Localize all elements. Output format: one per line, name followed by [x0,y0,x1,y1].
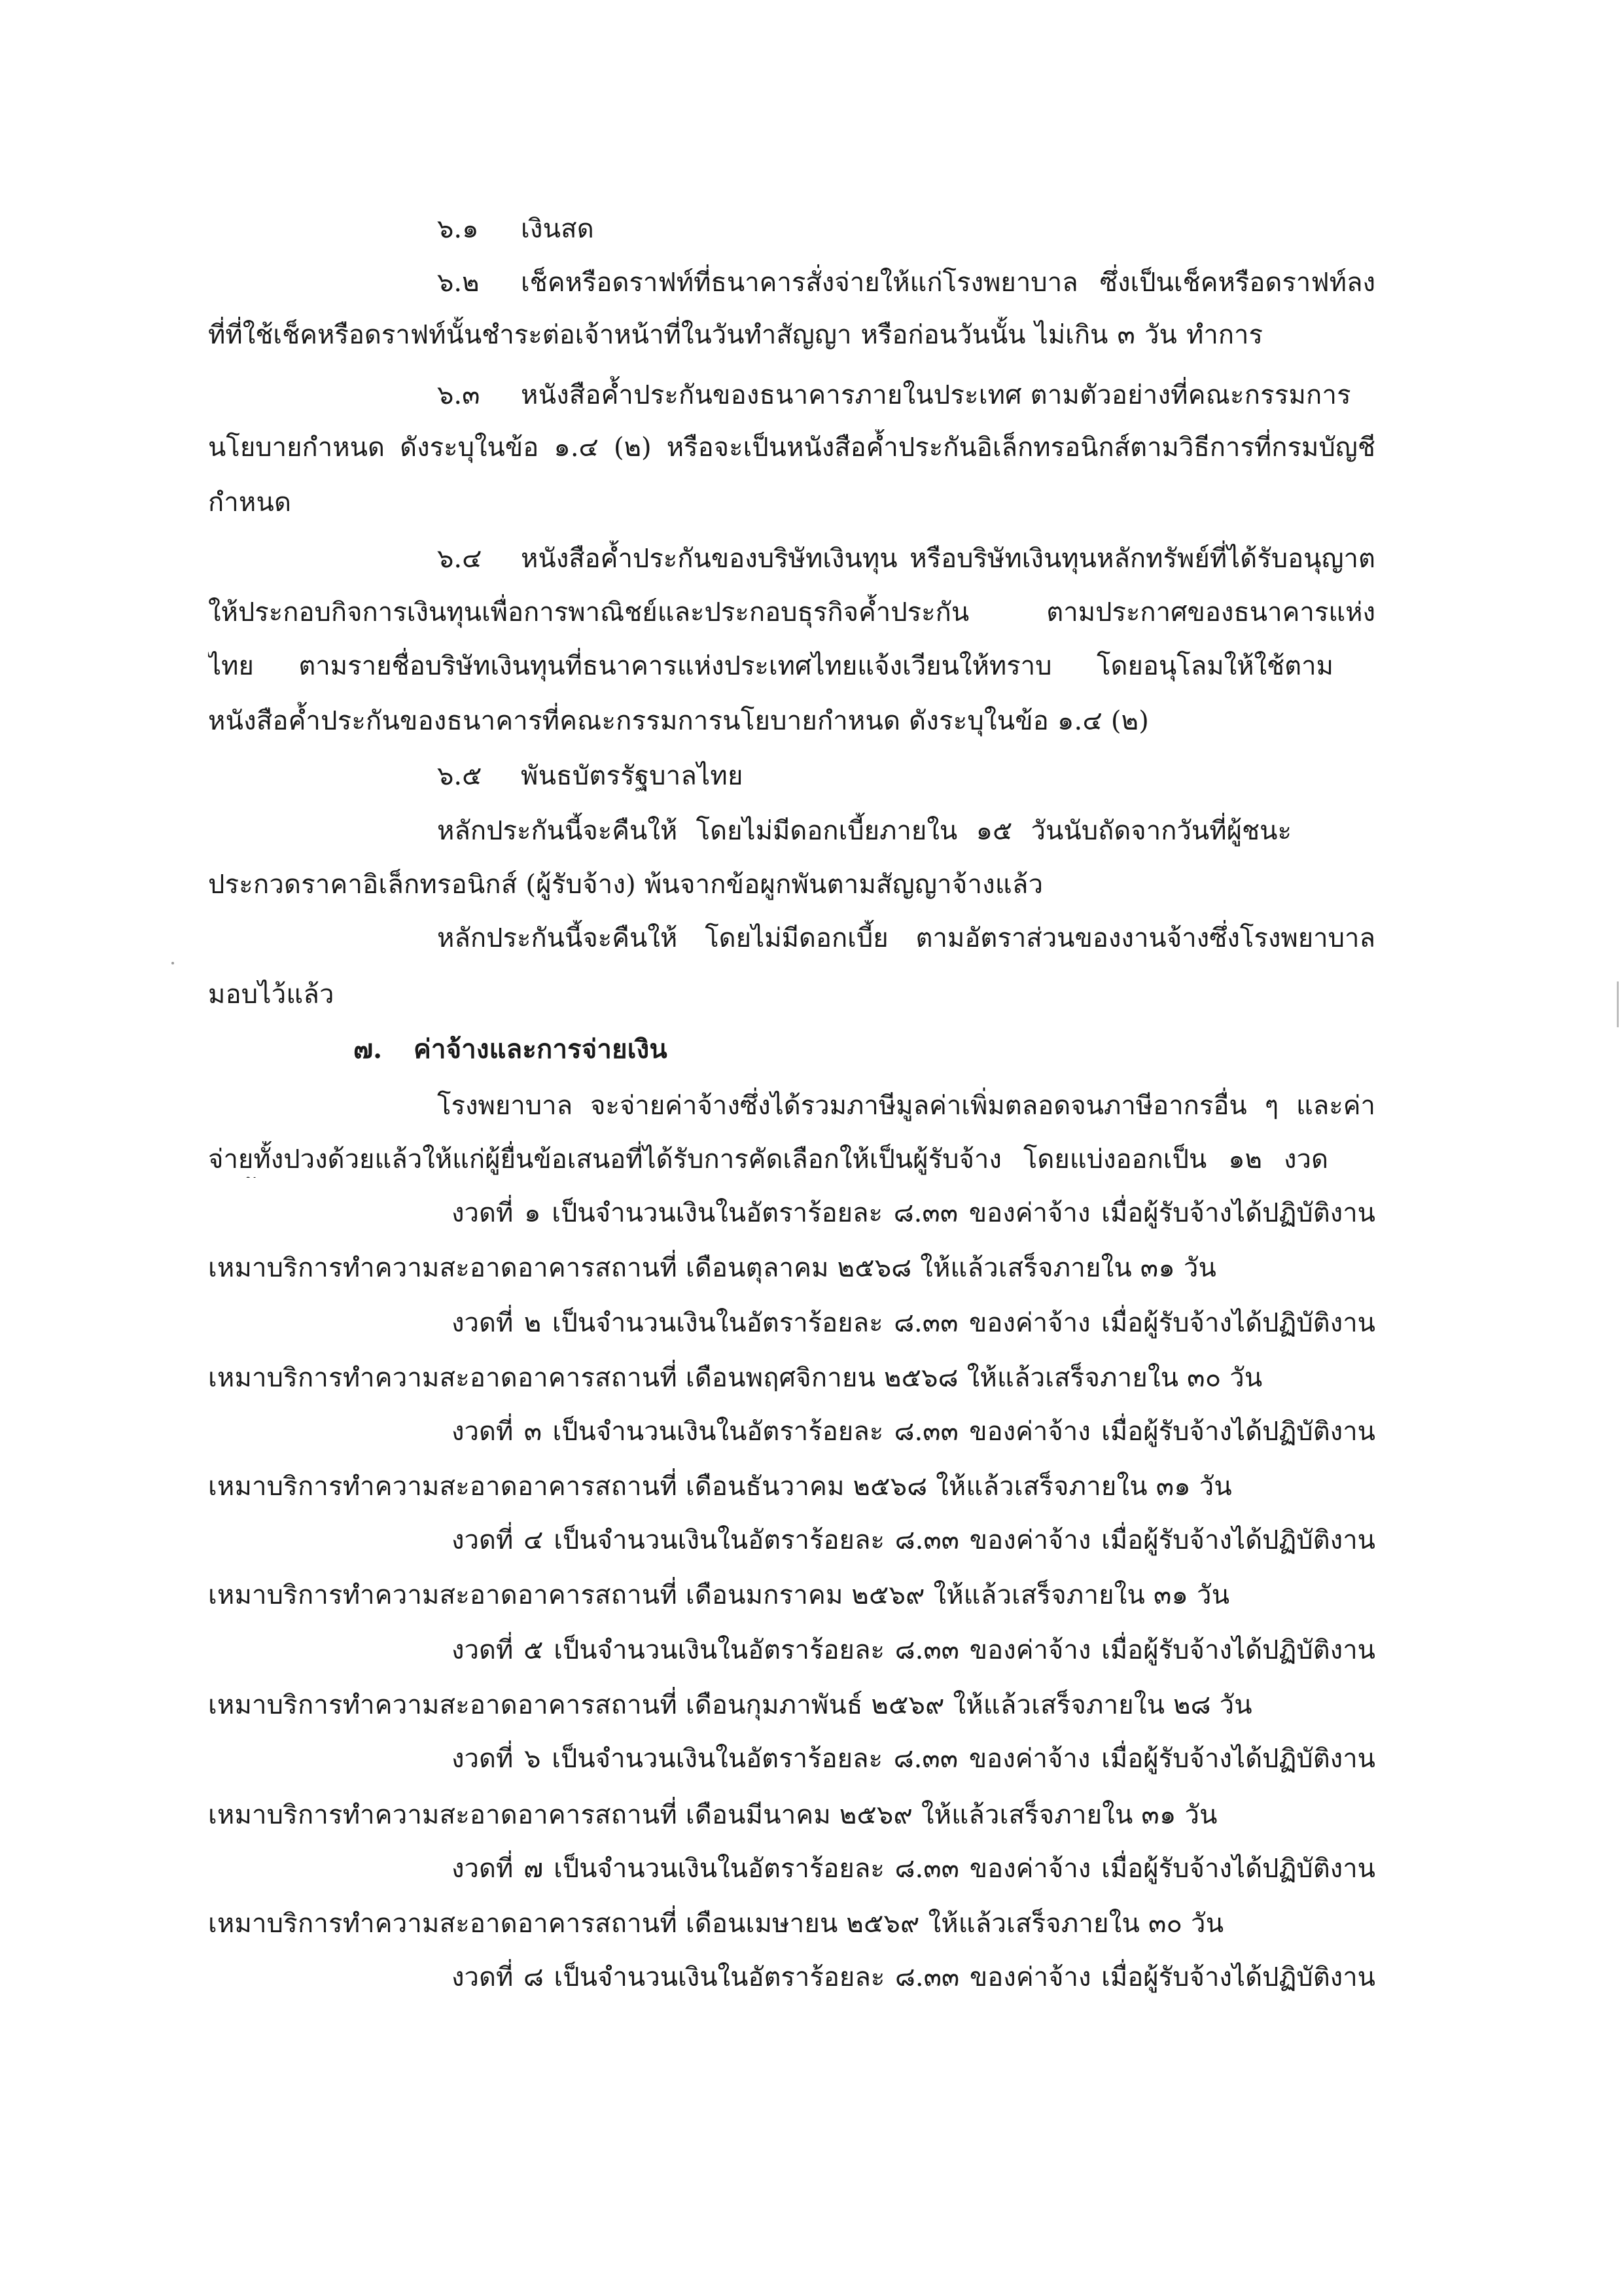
installment-3-line-2: เหมาบริการทำความสะอาดอาคารสถานที่ เดือนธันวาคม ๒๕๖๘ ให้แล้วเสร็จภายใน ๓๑ วัน [208,1472,1232,1502]
clause-6-3-number: ๖.๓ [437,380,480,410]
clause-6-4-line-4: หนังสือค้ำประกันของธนาคารที่คณะกรรมการนโยบายกำหนด ดังระบุในข้อ ๑.๔ (๒) [208,706,1150,736]
section-7-number: ๗. [353,1034,383,1065]
installment-7-line-2: เหมาบริการทำความสะอาดอาคารสถานที่ เดือนเมษายน ๒๕๖๙ ให้แล้วเสร็จภายใน ๓๐ วัน [208,1909,1224,1939]
installment-3-line-1: งวดที่ ๓ เป็นจำนวนเงินในอัตราร้อยละ ๘.๓๓ ของค่าจ้าง เมื่อผู้รับจ้างได้ปฏิบัติงาน [451,1417,1375,1447]
clause-6-4-line-1: หนังสือค้ำประกันของบริษัทเงินทุน หรือบริษัทเงินทุนหลักทรัพย์ที่ได้รับอนุญาต [521,544,1375,574]
return-paragraph-1-line-2: ประกวดราคาอิเล็กทรอนิกส์ (ผู้รับจ้าง) พ้นจากข้อผูกพันตามสัญญาจ้างแล้ว [208,870,1044,900]
installment-4-line-2: เหมาบริการทำความสะอาดอาคารสถานที่ เดือนมกราคม ๒๕๖๙ ให้แล้วเสร็จภายใน ๓๑ วัน [208,1580,1230,1610]
clause-6-4-number: ๖.๔ [437,544,482,574]
installment-1-line-2: เหมาบริการทำความสะอาดอาคารสถานที่ เดือนตุลาคม ๒๕๖๘ ให้แล้วเสร็จภายใน ๓๑ วัน [208,1253,1217,1283]
return-paragraph-2-line-2: มอบไว้แล้ว [208,980,334,1010]
return-paragraph-1-line-1: หลักประกันนี้จะคืนให้ โดยไม่มีดอกเบี้ยภายใน ๑๕ วันนับถัดจากวันที่ผู้ชนะ [437,816,1292,846]
clause-6-2-number: ๖.๒ [437,268,480,298]
installment-4-line-1: งวดที่ ๔ เป็นจำนวนเงินในอัตราร้อยละ ๘.๓๓ ของค่าจ้าง เมื่อผู้รับจ้างได้ปฏิบัติงาน [451,1525,1375,1555]
installment-2-line-1: งวดที่ ๒ เป็นจำนวนเงินในอัตราร้อยละ ๘.๓๓ ของค่าจ้าง เมื่อผู้รับจ้างได้ปฏิบัติงาน [451,1308,1375,1338]
clause-6-5-number: ๖.๕ [437,761,482,791]
clause-6-2-line-1: เช็คหรือดราฟท์ที่ธนาคารสั่งจ่ายให้แก่โรงพยาบาล ซึ่งเป็นเช็คหรือดราฟท์ลง [521,268,1375,298]
clause-6-1-number: ๖.๑ [437,214,479,244]
scan-speck [171,962,174,964]
installment-8-line-1: งวดที่ ๘ เป็นจำนวนเงินในอัตราร้อยละ ๘.๓๓ ของค่าจ้าง เมื่อผู้รับจ้างได้ปฏิบัติงาน [451,1962,1375,1992]
section-7-intro-line-2: จ่ายทั้งปวงด้วยแล้วให้แก่ผู้ยื่นข้อเสนอที่ได้รับการคัดเลือกให้เป็นผู้รับจ้าง โดยแบ่งออกเป็น ๑๒ งวด [208,1144,1328,1174]
installment-5-line-2: เหมาบริการทำความสะอาดอาคารสถานที่ เดือนกุมภาพันธ์ ๒๕๖๙ ให้แล้วเสร็จภายใน ๒๘ วัน [208,1690,1252,1720]
scan-margin-mark [1617,981,1619,1027]
clause-6-3-line-2: นโยบายกำหนด ดังระบุในข้อ ๑.๔ (๒) หรือจะเป็นหนังสือค้ำประกันอิเล็กทรอนิกส์ตามวิธีการที่กรมบัญชี [208,433,1375,463]
installment-1-line-1: งวดที่ ๑ เป็นจำนวนเงินในอัตราร้อยละ ๘.๓๓ ของค่าจ้าง เมื่อผู้รับจ้างได้ปฏิบัติงาน [451,1198,1375,1228]
installment-2-line-2: เหมาบริการทำความสะอาดอาคารสถานที่ เดือนพฤศจิกายน ๒๕๖๘ ให้แล้วเสร็จภายใน ๓๐ วัน [208,1363,1263,1393]
clause-6-3-line-1: หนังสือค้ำประกันของธนาคารภายในประเทศ ตามตัวอย่างที่คณะกรรมการ [521,380,1351,410]
installment-6-line-1: งวดที่ ๖ เป็นจำนวนเงินในอัตราร้อยละ ๘.๓๓ ของค่าจ้าง เมื่อผู้รับจ้างได้ปฏิบัติงาน [451,1744,1375,1774]
clause-6-1-text: เงินสด [521,214,594,244]
installment-5-line-1: งวดที่ ๕ เป็นจำนวนเงินในอัตราร้อยละ ๘.๓๓ ของค่าจ้าง เมื่อผู้รับจ้างได้ปฏิบัติงาน [451,1635,1375,1665]
clause-6-2-line-2: ที่ที่ใช้เช็คหรือดราฟท์นั้นชำระต่อเจ้าหน้าที่ในวันทำสัญญา หรือก่อนวันนั้น ไม่เกิน ๓ วัน ทำการ [208,320,1263,350]
return-paragraph-2-line-1: หลักประกันนี้จะคืนให้ โดยไม่มีดอกเบี้ย ตามอัตราส่วนของงานจ้างซึ่งโรงพยาบาล [437,923,1375,953]
clause-6-4-line-3: ไทย ตามรายชื่อบริษัทเงินทุนที่ธนาคารแห่งประเทศไทยแจ้งเวียนให้ทราบ โดยอนุโลมให้ใช้ตาม [208,651,1333,681]
clause-6-4-line-2: ให้ประกอบกิจการเงินทุนเพื่อการพาณิชย์และประกอบธุรกิจค้ำประกัน ตามประกาศของธนาคารแห่ง [208,597,1375,627]
installment-7-line-1: งวดที่ ๗ เป็นจำนวนเงินในอัตราร้อยละ ๘.๓๓ ของค่าจ้าง เมื่อผู้รับจ้างได้ปฏิบัติงาน [451,1854,1375,1884]
installment-6-line-2: เหมาบริการทำความสะอาดอาคารสถานที่ เดือนมีนาคม ๒๕๖๙ ให้แล้วเสร็จภายใน ๓๑ วัน [208,1800,1218,1830]
clause-6-5-text: พันธบัตรรัฐบาลไทย [521,761,743,791]
section-7-heading: ค่าจ้างและการจ่ายเงิน [414,1034,667,1065]
clause-6-3-line-3: กำหนด [208,487,292,518]
section-7-intro-line-1: โรงพยาบาล จะจ่ายค่าจ้างซึ่งได้รวมภาษีมูลค่าเพิ่มตลอดจนภาษีอากรอื่น ๆ และค่า [437,1091,1375,1121]
